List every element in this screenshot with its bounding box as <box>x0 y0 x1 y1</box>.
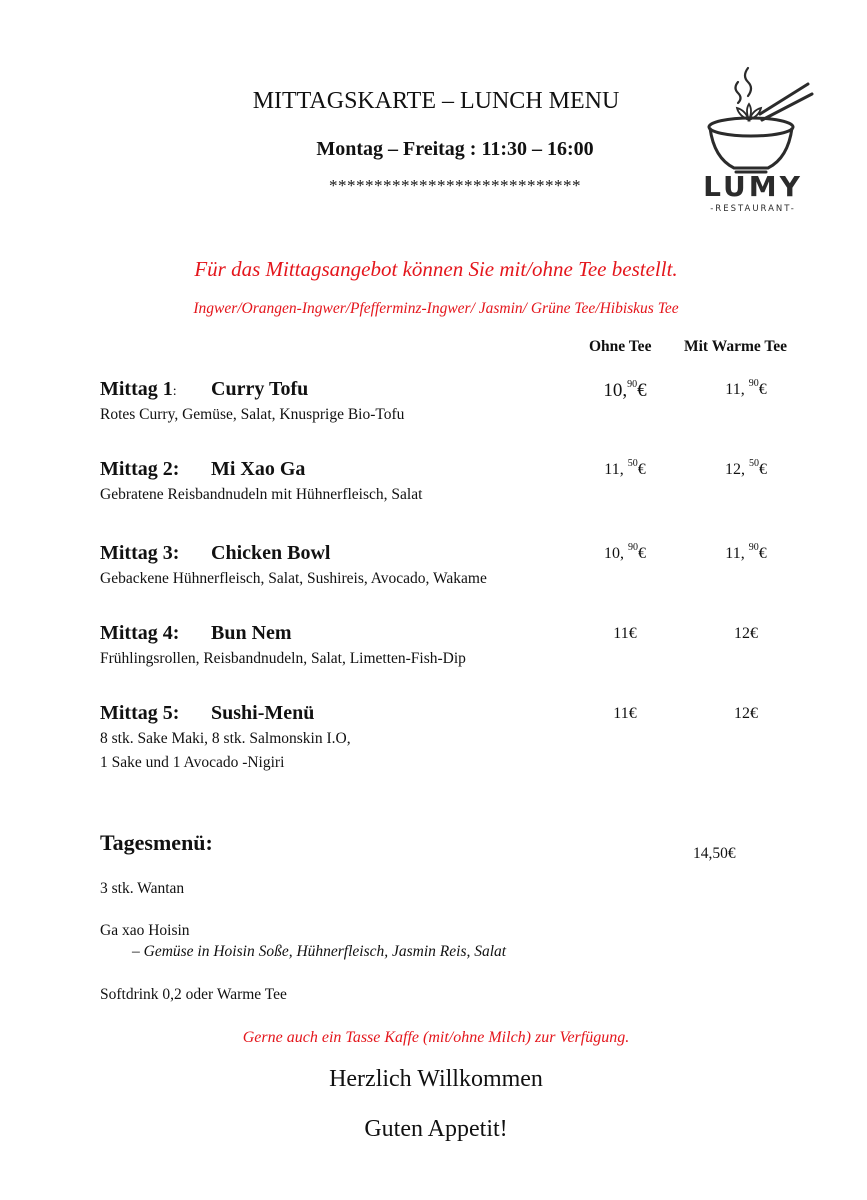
item-label-text: Mittag 1 <box>100 378 173 400</box>
logo-wordmark: LUMY <box>703 170 803 203</box>
price-currency: € <box>758 545 767 562</box>
logo-tagline: -RESTAURANT- <box>710 204 796 214</box>
item-label-text: Mittag 5: <box>100 702 180 724</box>
item-label-text: Mittag 2: <box>100 458 180 480</box>
price-without-tea <box>555 457 695 479</box>
item-label <box>100 702 179 725</box>
price-with-tea <box>676 457 816 479</box>
price-main: 11€ <box>613 705 637 722</box>
column-header-without-tea: Ohne Tee <box>589 338 652 355</box>
price-with-tea <box>676 377 816 399</box>
item-description: 1 Sake und 1 Avocado -Nigiri <box>100 754 285 771</box>
price-main: 11, <box>725 545 749 562</box>
item-label <box>100 378 177 401</box>
price-cents: 90 <box>628 541 638 553</box>
item-label <box>100 542 179 565</box>
daily-menu-price: 14,50€ <box>693 845 736 862</box>
price-cents: 50 <box>627 457 638 469</box>
item-label-text: Mittag 3: <box>100 542 180 564</box>
decorative-divider: **************************** <box>329 176 581 195</box>
item-name: Sushi-Menü <box>211 702 315 724</box>
price-currency: € <box>759 461 767 478</box>
coffee-note: Gerne auch ein Tasse Kaffe (mit/ohne Milch) zur Verfügung. <box>242 1029 630 1046</box>
item-name: Mi Xao Ga <box>211 458 306 480</box>
tea-option-note: Für das Mittagsangebot können Sie mit/ohne Tee bestellt. <box>194 257 678 281</box>
welcome-text: Herzlich Willkommen <box>329 1066 543 1092</box>
price-main: 12, <box>725 461 749 478</box>
price-cents: 50 <box>749 457 759 469</box>
price-cents: 90 <box>748 377 759 389</box>
daily-menu-drink: Softdrink 0,2 oder Warme Tee <box>100 986 287 1003</box>
restaurant-logo <box>700 62 830 222</box>
tea-varieties: Ingwer/Orangen-Ingwer/Pfefferminz-Ingwer/ Jasmin/ Grüne Tee/Hibiskus Tee <box>193 300 679 317</box>
price-main: 12€ <box>734 625 758 642</box>
menu-title: MITTAGSKARTE – LUNCH MENU <box>252 88 620 114</box>
price-cents: 90 <box>627 378 638 390</box>
price-main: 10, <box>604 545 628 562</box>
price-main: 11, <box>604 461 628 478</box>
daily-menu-main: Ga xao Hoisin <box>100 922 190 939</box>
price-cents: 90 <box>748 541 759 553</box>
price-currency: € <box>758 381 767 398</box>
item-description: 8 stk. Sake Maki, 8 stk. Salmonskin I.O, <box>100 730 351 747</box>
item-label <box>100 622 179 645</box>
item-label-text: Mittag 4: <box>100 622 180 644</box>
price-with-tea <box>676 705 816 723</box>
item-name: Bun Nem <box>211 622 292 644</box>
price-currency: € <box>638 545 646 562</box>
price-without-tea <box>555 705 695 723</box>
item-description: Frühlingsrollen, Reisbandnudeln, Salat, Limetten-Fish-Dip <box>100 650 466 667</box>
price-with-tea <box>676 541 816 563</box>
item-label <box>100 458 179 481</box>
column-header-with-tea: Mit Warme Tee <box>684 338 788 355</box>
item-name: Curry Tofu <box>211 378 309 400</box>
price-main: 10, <box>603 380 628 401</box>
item-label-separator: : <box>172 384 177 399</box>
item-description: Rotes Curry, Gemüse, Salat, Knusprige Bio-Tofu <box>100 406 405 423</box>
price-without-tea <box>555 541 695 563</box>
opening-hours: Montag – Freitag : 11:30 – 16:00 <box>316 138 594 160</box>
price-currency: € <box>637 461 646 478</box>
daily-menu-main-detail: – Gemüse in Hoisin Soße, Hühnerfleisch, Jasmin Reis, Salat <box>132 943 507 960</box>
price-main: 11, <box>725 381 749 398</box>
daily-menu-starter: 3 stk. Wantan <box>100 880 185 897</box>
price-with-tea <box>676 625 816 643</box>
item-name: Chicken Bowl <box>211 542 331 564</box>
price-main: 12€ <box>734 705 758 722</box>
price-without-tea <box>555 380 695 402</box>
appetit-text: Guten Appetit! <box>364 1116 508 1142</box>
price-without-tea <box>555 625 695 643</box>
daily-menu-title: Tagesmenü: <box>100 830 213 855</box>
price-currency: € <box>637 380 647 401</box>
price-main: 11€ <box>613 625 637 642</box>
item-description: Gebratene Reisbandnudeln mit Hühnerfleisch, Salat <box>100 486 423 503</box>
item-description: Gebackene Hühnerfleisch, Salat, Sushireis, Avocado, Wakame <box>100 570 487 587</box>
